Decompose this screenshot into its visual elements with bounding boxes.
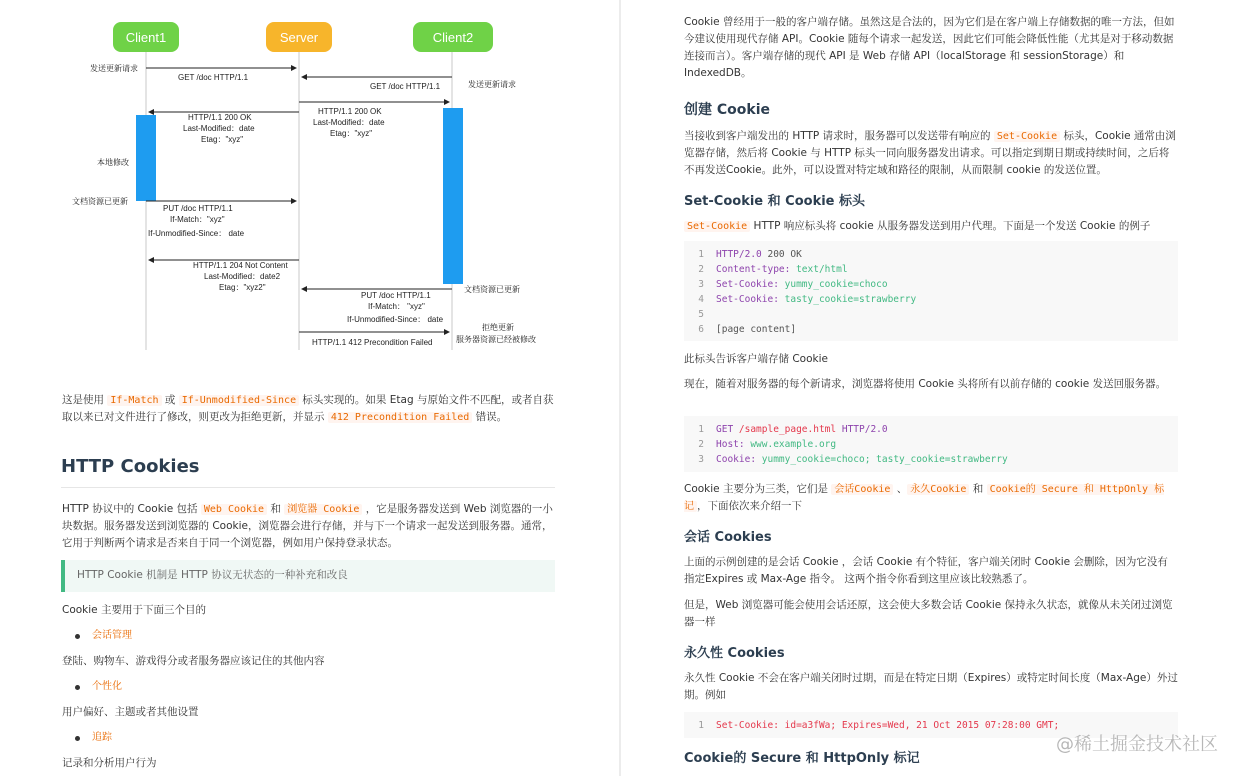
label-put1-line1: PUT /doc HTTP/1.1 — [163, 204, 233, 213]
label-put2-line3: If-Unmodified-Since： date — [347, 315, 444, 324]
paragraph-storage-history: Cookie 曾经用于一般的客户端存储。虽然这是合法的，因为它们是在客户端上存储数据的唯一方法，但如今建议使用现代存储 API。Cookie 随每个请求一起发送，因此它们可能会降低性能（尤其是对于移动数据连接而言）。客户端存储的现代 API 是 Web 存储 API（localStorage 和 sessionStorage）和 IndexedDB。 — [684, 16, 1175, 79]
list-purpose-2 — [62, 680, 122, 694]
label-put2-line2: If-Match： "xyz" — [368, 302, 425, 311]
paragraph-set-cookie-desc: Set-Cookie HTTP 响应标头将 cookie 从服务器发送到用户代理。下面是一个发送 Cookie 的例子 — [684, 218, 1178, 235]
watermark: @稀土掘金技术社区 — [1056, 734, 1218, 755]
heading-secure-httponly: Cookie的 Secure 和 HttpOnly 标记 — [684, 751, 920, 766]
note-reject-line1: 拒绝更新 — [482, 323, 514, 332]
paragraph-412-explanation: 这是使用 If-Match 或 If-Unmodified-Since 标头实现的。如果 Etag 与原始文件不匹配，或者自获取以来已对文件进行了修改，则更改为拒绝更新，并显示 412 Precondition Failed 错误。 — [62, 394, 554, 423]
code-set-cookie: Set-Cookie — [994, 131, 1060, 142]
code-line: 1 GET /sample_page.html HTTP/2.0 — [698, 424, 888, 435]
label-204-line2: Last-Modified：date2 — [204, 272, 281, 281]
code-line: 1 Set-Cookie: id=a3fWa; Expires=Wed, 21 Oct 2015 07:28:00 GMT; — [698, 720, 1060, 731]
client2-label: Client2 — [432, 30, 474, 45]
label-200b-line2: Last-Modified：date — [313, 118, 385, 127]
code-if-unmodified-since: If-Unmodified-Since — [179, 395, 299, 406]
paragraph-cookie-types: Cookie 主要分为三类，它们是 会话Cookie 、 永久Cookie 和 Cookie的 Secure 和 HttpOnly 标记 ，下面依次来介绍一下 — [684, 483, 1165, 512]
paragraph-session-cookie: 上面的示例创建的是会话 Cookie ，会话 Cookie 有个特征，客户端关闭时 Cookie 会删除，因为它没有指定Expires 或 Max-Age 指令。 这两个指令你看到这里应该比较熟悉了。 — [684, 556, 1168, 585]
note-doc-updated-1: 文档资源已更新 — [72, 197, 128, 206]
code-line: 6 [page content] — [698, 324, 797, 335]
label-200-line1: HTTP/1.1 200 OK — [188, 113, 252, 122]
paragraph-cookie-intro: HTTP 协议中的 Cookie 包括 Web Cookie 和 浏览器 Cookie ，它是服务器发送到 Web 浏览器的一小块数据。服务器发送到浏览器的 Cookie，浏览器会进行存储，并与下一个请求一起发送到服务器。通常，它用于判断两个请求是否来自于同一个浏览器，例如用户保持登录状态。 — [62, 503, 553, 549]
code-line: 3 Cookie: yummy_cookie=choco; tasty_cookie=strawberry — [698, 454, 1008, 465]
list-purpose-3 — [62, 731, 112, 745]
label-200-line3: Etag："xyz" — [201, 135, 244, 144]
code-browser-cookie: 浏览器 Cookie — [284, 504, 362, 515]
note-local-edit: 本地修改 — [97, 158, 129, 167]
label-204-line3: Etag："xyz2" — [219, 283, 266, 292]
code-line: 2 Content-type: text/html — [698, 264, 848, 275]
label-200b-line1: HTTP/1.1 200 OK — [318, 107, 382, 116]
heading-permanent-cookies: 永久性 Cookies — [684, 646, 785, 661]
client1-label: Client1 — [125, 30, 167, 45]
code-block-request — [684, 416, 1178, 472]
paragraph-store-cookie: 此标头告诉客户端存储 Cookie — [684, 353, 828, 365]
right-page — [621, 0, 1240, 776]
heading-http-cookies: HTTP Cookies — [61, 456, 200, 477]
note-doc-updated-2: 文档资源已更新 — [464, 285, 520, 294]
heading-create-cookie: 创建 Cookie — [684, 102, 770, 118]
code-line: 3 Set-Cookie: yummy_cookie=choco — [698, 279, 888, 290]
list-item: 追踪 — [62, 731, 112, 745]
heading-rule — [61, 487, 555, 488]
server-label: Server — [279, 30, 319, 45]
label-get-client2: GET /doc HTTP/1.1 — [370, 82, 441, 91]
left-page — [0, 0, 619, 776]
client1-activation-bar — [136, 115, 156, 201]
tip-box — [61, 560, 555, 592]
heading-session-cookies: 会话 Cookies — [684, 530, 772, 545]
list-item: 个性化 — [62, 680, 122, 694]
label-200b-line3: Etag："xyz" — [330, 129, 373, 138]
paragraph-send-back: 现在，随着对服务器的每个新请求，浏览器将使用 Cookie 头将所有以前存储的 cookie 发送回服务器。 — [684, 378, 1167, 390]
list-purpose-1 — [62, 629, 132, 643]
paragraph-permanent-cookie: 永久性 Cookie 不会在客户端关闭时过期，而是在特定日期（Expires）或特定时间长度（Max-Age）外过期。例如 — [684, 672, 1178, 701]
note-client1-request: 发送更新请求 — [90, 64, 138, 73]
code-412: 412 Precondition Failed — [328, 412, 472, 423]
label-204-line1: HTTP/1.1 204 Not Content — [193, 261, 288, 270]
paragraph-purpose-2-desc: 用户偏好、主题或者其他设置 — [62, 706, 199, 718]
paragraph-session-restore: 但是，Web 浏览器可能会使用会话还原，这会使大多数会话 Cookie 保持永久状态，就像从未关闭过浏览器一样 — [684, 599, 1173, 628]
paragraph-purpose-3-desc: 记录和分析用户行为 — [62, 757, 157, 769]
label-200-line2: Last-Modified：date — [183, 124, 255, 133]
code-line: 4 Set-Cookie: tasty_cookie=strawberry — [698, 294, 917, 305]
note-reject-line2: 服务器资源已经被修改 — [456, 335, 536, 344]
heading-set-cookie-headers: Set-Cookie 和 Cookie 标头 — [684, 194, 866, 209]
paragraph-purpose-1-desc: 登陆、购物车、游戏得分或者服务器应该记住的其他内容 — [62, 655, 325, 667]
list-item: 会话管理 — [62, 629, 132, 643]
label-put1-line3: If-Unmodified-Since： date — [148, 229, 245, 238]
tip-text: HTTP Cookie 机制是 HTTP 协议无状态的一种补充和改良 — [77, 569, 348, 581]
label-put2-line1: PUT /doc HTTP/1.1 — [361, 291, 431, 300]
http-conditional-request-diagram — [0, 0, 619, 360]
code-permanent-cookie: 永久Cookie — [907, 484, 969, 495]
code-if-match: If-Match — [107, 395, 161, 406]
code-line: 1 HTTP/2.0 200 OK — [698, 249, 802, 260]
code-web-cookie: Web Cookie — [201, 504, 267, 515]
paragraph-purposes: Cookie 主要用于下面三个目的 — [62, 604, 206, 616]
code-secure-httponly: Cookie的 Secure 和 HttpOnly 标记 — [684, 484, 1165, 512]
label-put1-line2: If-Match："xyz" — [170, 215, 225, 224]
label-412: HTTP/1.1 412 Precondition Failed — [312, 338, 433, 347]
code-session-cookie: 会话Cookie — [831, 484, 893, 495]
code-set-cookie-2: Set-Cookie — [684, 221, 750, 232]
paragraph-create-cookie: 当接收到客户端发出的 HTTP 请求时，服务器可以发送带有响应的 Set-Cookie 标头，Cookie 通常由浏览器存储，然后将 Cookie 与 HTTP 标头一同向服务器发出请求。可以指定到期日期或持续时间，之后将不再发送Cookie。此外，可以设置对特定域和路径的限制，从而限制 cookie 的发送位置。 — [684, 130, 1176, 176]
label-get-client1: GET /doc HTTP/1.1 — [178, 73, 249, 82]
code-line: 5 — [698, 309, 704, 320]
code-block-response — [684, 241, 1178, 341]
note-client2-request: 发送更新请求 — [468, 80, 516, 89]
client2-activation-bar — [443, 108, 463, 284]
code-line: 2 Host: www.example.org — [698, 439, 837, 450]
